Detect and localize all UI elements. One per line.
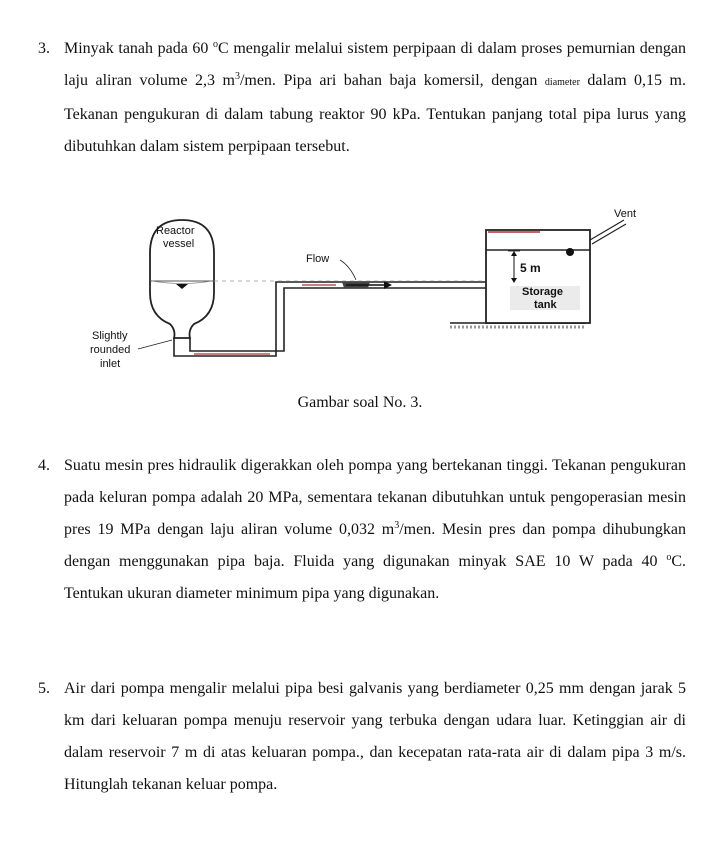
reactor-label-line2: vessel: [163, 238, 195, 250]
problem-number: 4.: [38, 457, 50, 474]
flow-leader: [340, 260, 356, 280]
vent: [590, 220, 626, 244]
small-text: diameter: [544, 77, 580, 88]
pipe: [174, 281, 486, 356]
text-part: Minyak tanah pada 60: [64, 40, 214, 57]
inlet-leader: [138, 340, 172, 349]
text-part: Suatu mesin pres hidraulik digerakkan oleh pompa yang bertekanan tinggi. Tekanan pengukuran pada keluran pompa adalah 20 MPa, sementara tekanan dibutuhkan untuk pengoperasian mesin pres 19 MPa dengan laju aliran volume 0,032 m: [64, 457, 686, 538]
inlet-label-line3: inlet: [100, 358, 121, 370]
problem-number: 5.: [38, 680, 50, 697]
inlet-label-line1: Slightly: [92, 330, 128, 342]
text-part: /men. Mesin pres dan pompa dihubungkan dengan menggunakan pipa baja. Fluida yang digunakan minyak SAE 10 W pada 40: [64, 521, 687, 570]
height-label: 5 m: [520, 261, 541, 275]
piping-diagram: [70, 198, 660, 384]
text-part: /men. Pipa ari bahan baja komersil, dengan: [239, 72, 545, 89]
text-part: C. Tentukan ukuran diameter minimum pipa yang digunakan.: [64, 553, 686, 602]
superscript: 3: [394, 520, 400, 531]
problem-text: [64, 33, 686, 163]
degree-symbol: o: [213, 39, 219, 50]
flow-label: Flow: [306, 253, 330, 265]
storage-label-line1: Storage: [522, 286, 563, 298]
storage-label-line2: tank: [534, 299, 557, 311]
text-part: C mengalir melalui sistem perpipaan di dalam proses pemurnian dengan laju aliran volume 2,3 m: [64, 40, 687, 89]
problem-text: [64, 450, 686, 610]
vent-label: Vent: [614, 208, 637, 220]
reactor-label-line1: Reactor: [156, 225, 195, 237]
problem-text: Air dari pompa mengalir melalui pipa besi galvanis yang berdiameter 0,25 mm dengan jarak 5 km dari keluaran pompa menuju reservoir yang terbuka dengan udara luar. Ketinggian air di dalam reservoir 7 m di atas keluaran pompa., dan kecepatan rata-rata air di dalam pipa 3 m/s. Hitunglah tekanan keluar pompa.: [64, 680, 686, 793]
superscript: 3: [234, 71, 240, 82]
inlet-label-line2: rounded: [90, 344, 131, 356]
degree-symbol: o: [666, 552, 672, 563]
text-part: dalam 0,15 m. Tekanan pengukuran di dalam tabung reaktor 90 kPa. Tentukan panjang total pipa lurus yang dibutuhkan dalam sistem perpipaan tersebut.: [64, 72, 686, 155]
problem-number: 3.: [38, 40, 50, 57]
figure-caption: Gambar soal No. 3.: [297, 394, 423, 411]
